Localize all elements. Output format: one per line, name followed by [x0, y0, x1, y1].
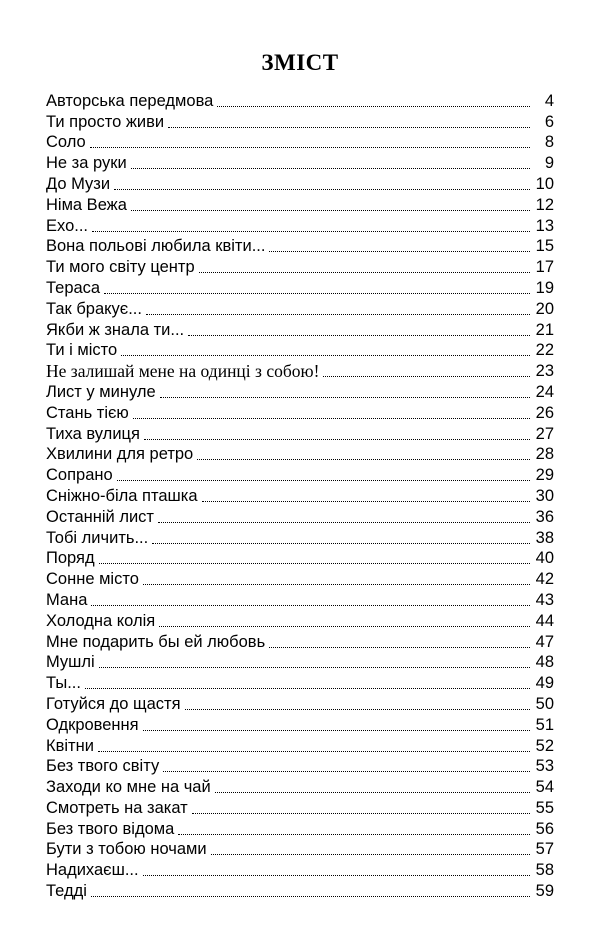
toc-entry-title: Заходи ко мне на чай — [46, 778, 211, 797]
dot-leader — [114, 188, 530, 190]
dot-leader — [85, 687, 530, 689]
dot-leader — [211, 853, 530, 855]
toc-entry-title: Без твого світу — [46, 757, 160, 776]
toc-entry-title: Надихаєш... — [46, 861, 139, 880]
dot-leader — [99, 562, 530, 564]
toc-entry-title: Ти просто живи — [46, 112, 165, 131]
dot-leader — [143, 583, 530, 585]
toc-entry — [46, 527, 554, 548]
toc-entry — [46, 714, 554, 735]
toc-entry-page-number: 51 — [535, 715, 554, 734]
toc-entry-page-number: 44 — [535, 611, 554, 630]
toc-entry-page-number: 47 — [535, 632, 554, 651]
toc-entry-page-number: 43 — [535, 590, 554, 609]
toc-entry-page-number: 24 — [535, 382, 554, 401]
toc-entry-page-number: 15 — [535, 237, 554, 256]
toc-entry-title: Сніжно-біла пташка — [46, 486, 198, 505]
toc-entry-title: Ти мого світу центр — [46, 258, 195, 277]
dot-leader — [217, 105, 530, 107]
dot-leader — [143, 874, 530, 876]
toc-entry-title: Без твого відома — [46, 819, 175, 838]
toc-entry-title: Мне подарить бы ей любовь — [46, 632, 266, 651]
toc-entry — [46, 132, 554, 153]
toc-entry-page-number: 23 — [535, 362, 554, 381]
dot-leader — [144, 438, 530, 440]
toc-entry-title: Мушлі — [46, 653, 95, 672]
toc-entry — [46, 111, 554, 132]
dot-leader — [133, 417, 530, 419]
toc-entry-title: До Музи — [46, 174, 111, 193]
toc-entry-title: Ты... — [46, 674, 81, 693]
toc-entry — [46, 797, 554, 818]
toc-entry — [46, 859, 554, 880]
toc-entry-title: Ти і місто — [46, 341, 118, 360]
dot-leader — [90, 146, 530, 148]
toc-entry — [46, 818, 554, 839]
dot-leader — [178, 833, 529, 835]
dot-leader — [168, 126, 530, 128]
toc-entry — [46, 277, 554, 298]
dot-leader — [143, 729, 530, 731]
toc-entry — [46, 340, 554, 361]
toc-entry — [46, 735, 554, 756]
toc-entry-title: Не залишай мене на одинці з собою! — [46, 361, 320, 382]
toc-entry-title: Смотреть на закат — [46, 798, 188, 817]
dot-leader — [92, 230, 530, 232]
toc-entry-page-number: 8 — [544, 133, 554, 152]
dot-leader — [131, 209, 530, 211]
toc-entry-page-number: 59 — [535, 882, 554, 901]
toc-entry-page-number: 54 — [535, 778, 554, 797]
toc-entry — [46, 506, 554, 527]
dot-leader — [199, 271, 530, 273]
dot-leader — [323, 375, 529, 377]
toc-entry — [46, 610, 554, 631]
dot-leader — [98, 750, 530, 752]
toc-entry-title: Хвилини для ретро — [46, 445, 194, 464]
toc-entry-page-number: 40 — [535, 549, 554, 568]
toc-entry-page-number: 50 — [535, 694, 554, 713]
table-of-contents — [46, 90, 554, 901]
dot-leader — [121, 354, 529, 356]
toc-entry-page-number: 58 — [535, 861, 554, 880]
toc-entry — [46, 236, 554, 257]
toc-entry-title: Якби ж знала ти... — [46, 320, 185, 339]
dot-leader — [185, 708, 530, 710]
toc-entry — [46, 672, 554, 693]
toc-entry — [46, 548, 554, 569]
toc-entry — [46, 756, 554, 777]
toc-entry-page-number: 10 — [535, 174, 554, 193]
toc-entry-title: Соло — [46, 133, 86, 152]
toc-entry — [46, 568, 554, 589]
dot-leader — [269, 250, 529, 252]
toc-entry-title: Вона польові любила квіти... — [46, 237, 266, 256]
dot-leader — [91, 604, 529, 606]
dot-leader — [117, 479, 530, 481]
toc-entry — [46, 485, 554, 506]
dot-leader — [202, 500, 530, 502]
toc-entry-page-number: 30 — [535, 486, 554, 505]
toc-entry-page-number: 4 — [544, 91, 554, 110]
toc-entry-page-number: 22 — [535, 341, 554, 360]
toc-entry-page-number: 13 — [535, 216, 554, 235]
toc-entry — [46, 319, 554, 340]
toc-entry-title: Бути з тобою ночами — [46, 840, 207, 859]
toc-entry-page-number: 20 — [535, 299, 554, 318]
toc-entry — [46, 402, 554, 423]
toc-entry-title: Поряд — [46, 549, 95, 568]
toc-entry — [46, 215, 554, 236]
toc-entry — [46, 360, 554, 381]
toc-entry — [46, 90, 554, 111]
toc-entry-page-number: 56 — [535, 819, 554, 838]
dot-leader — [192, 812, 530, 814]
toc-entry — [46, 298, 554, 319]
toc-entry-page-number: 12 — [535, 195, 554, 214]
toc-entry-page-number: 19 — [535, 278, 554, 297]
dot-leader — [163, 770, 529, 772]
toc-entry-page-number: 55 — [535, 798, 554, 817]
toc-entry — [46, 631, 554, 652]
toc-entry-page-number: 6 — [544, 112, 554, 131]
toc-entry-page-number: 38 — [535, 528, 554, 547]
dot-leader — [215, 791, 530, 793]
toc-entry — [46, 776, 554, 797]
dot-leader — [99, 666, 530, 668]
dot-leader — [104, 292, 530, 294]
toc-entry-title: Тиха вулиця — [46, 424, 140, 443]
toc-entry-title: Німа Вежа — [46, 195, 127, 214]
toc-entry-page-number: 29 — [535, 466, 554, 485]
toc-entry-title: Останній лист — [46, 507, 154, 526]
toc-entry-page-number: 53 — [535, 757, 554, 776]
toc-entry — [46, 652, 554, 673]
toc-entry-page-number: 42 — [535, 570, 554, 589]
dot-leader — [197, 458, 529, 460]
toc-entry-page-number: 36 — [535, 507, 554, 526]
toc-entry-title: Квітни — [46, 736, 94, 755]
toc-entry-title: Так бракує... — [46, 299, 142, 318]
toc-entry — [46, 693, 554, 714]
toc-entry — [46, 173, 554, 194]
toc-entry — [46, 194, 554, 215]
toc-entry-title: Сонне місто — [46, 570, 139, 589]
dot-leader — [146, 313, 530, 315]
dot-leader — [91, 895, 530, 897]
toc-entry-title: Готуйся до щастя — [46, 694, 181, 713]
dot-leader — [158, 521, 530, 523]
toc-entry — [46, 589, 554, 610]
toc-entry-title: Не за руки — [46, 154, 127, 173]
dot-leader — [160, 396, 530, 398]
toc-entry-title: Авторська передмова — [46, 91, 214, 110]
toc-entry-title: Лист у минуле — [46, 382, 156, 401]
toc-entry — [46, 464, 554, 485]
toc-entry — [46, 839, 554, 860]
toc-entry — [46, 381, 554, 402]
toc-entry-page-number: 28 — [535, 445, 554, 464]
toc-entry-title: Тераса — [46, 278, 101, 297]
toc-entry-page-number: 26 — [535, 403, 554, 422]
toc-entry-page-number: 9 — [544, 154, 554, 173]
dot-leader — [152, 542, 529, 544]
toc-entry-title: Стань тією — [46, 403, 129, 422]
toc-entry — [46, 256, 554, 277]
toc-entry-title: Ехо... — [46, 216, 88, 235]
toc-entry-page-number: 57 — [535, 840, 554, 859]
toc-entry — [46, 152, 554, 173]
dot-leader — [269, 646, 529, 648]
toc-entry-page-number: 49 — [535, 674, 554, 693]
toc-entry — [46, 444, 554, 465]
toc-entry — [46, 880, 554, 901]
dot-leader — [131, 167, 530, 169]
toc-entry-title: Холодна колія — [46, 611, 156, 630]
toc-entry-page-number: 48 — [535, 653, 554, 672]
dot-leader — [188, 334, 530, 336]
dot-leader — [159, 625, 529, 627]
toc-entry — [46, 423, 554, 444]
toc-entry-page-number: 21 — [535, 320, 554, 339]
page-title: ЗМІСТ — [261, 50, 339, 75]
toc-entry-page-number: 17 — [535, 258, 554, 277]
toc-entry-title: Сопрано — [46, 466, 113, 485]
toc-entry-title: Одкровення — [46, 715, 139, 734]
toc-entry-page-number: 52 — [535, 736, 554, 755]
toc-entry-title: Тобі личить... — [46, 528, 149, 547]
toc-entry-title: Тедді — [46, 882, 87, 901]
toc-entry-page-number: 27 — [535, 424, 554, 443]
toc-entry-title: Мана — [46, 590, 88, 609]
